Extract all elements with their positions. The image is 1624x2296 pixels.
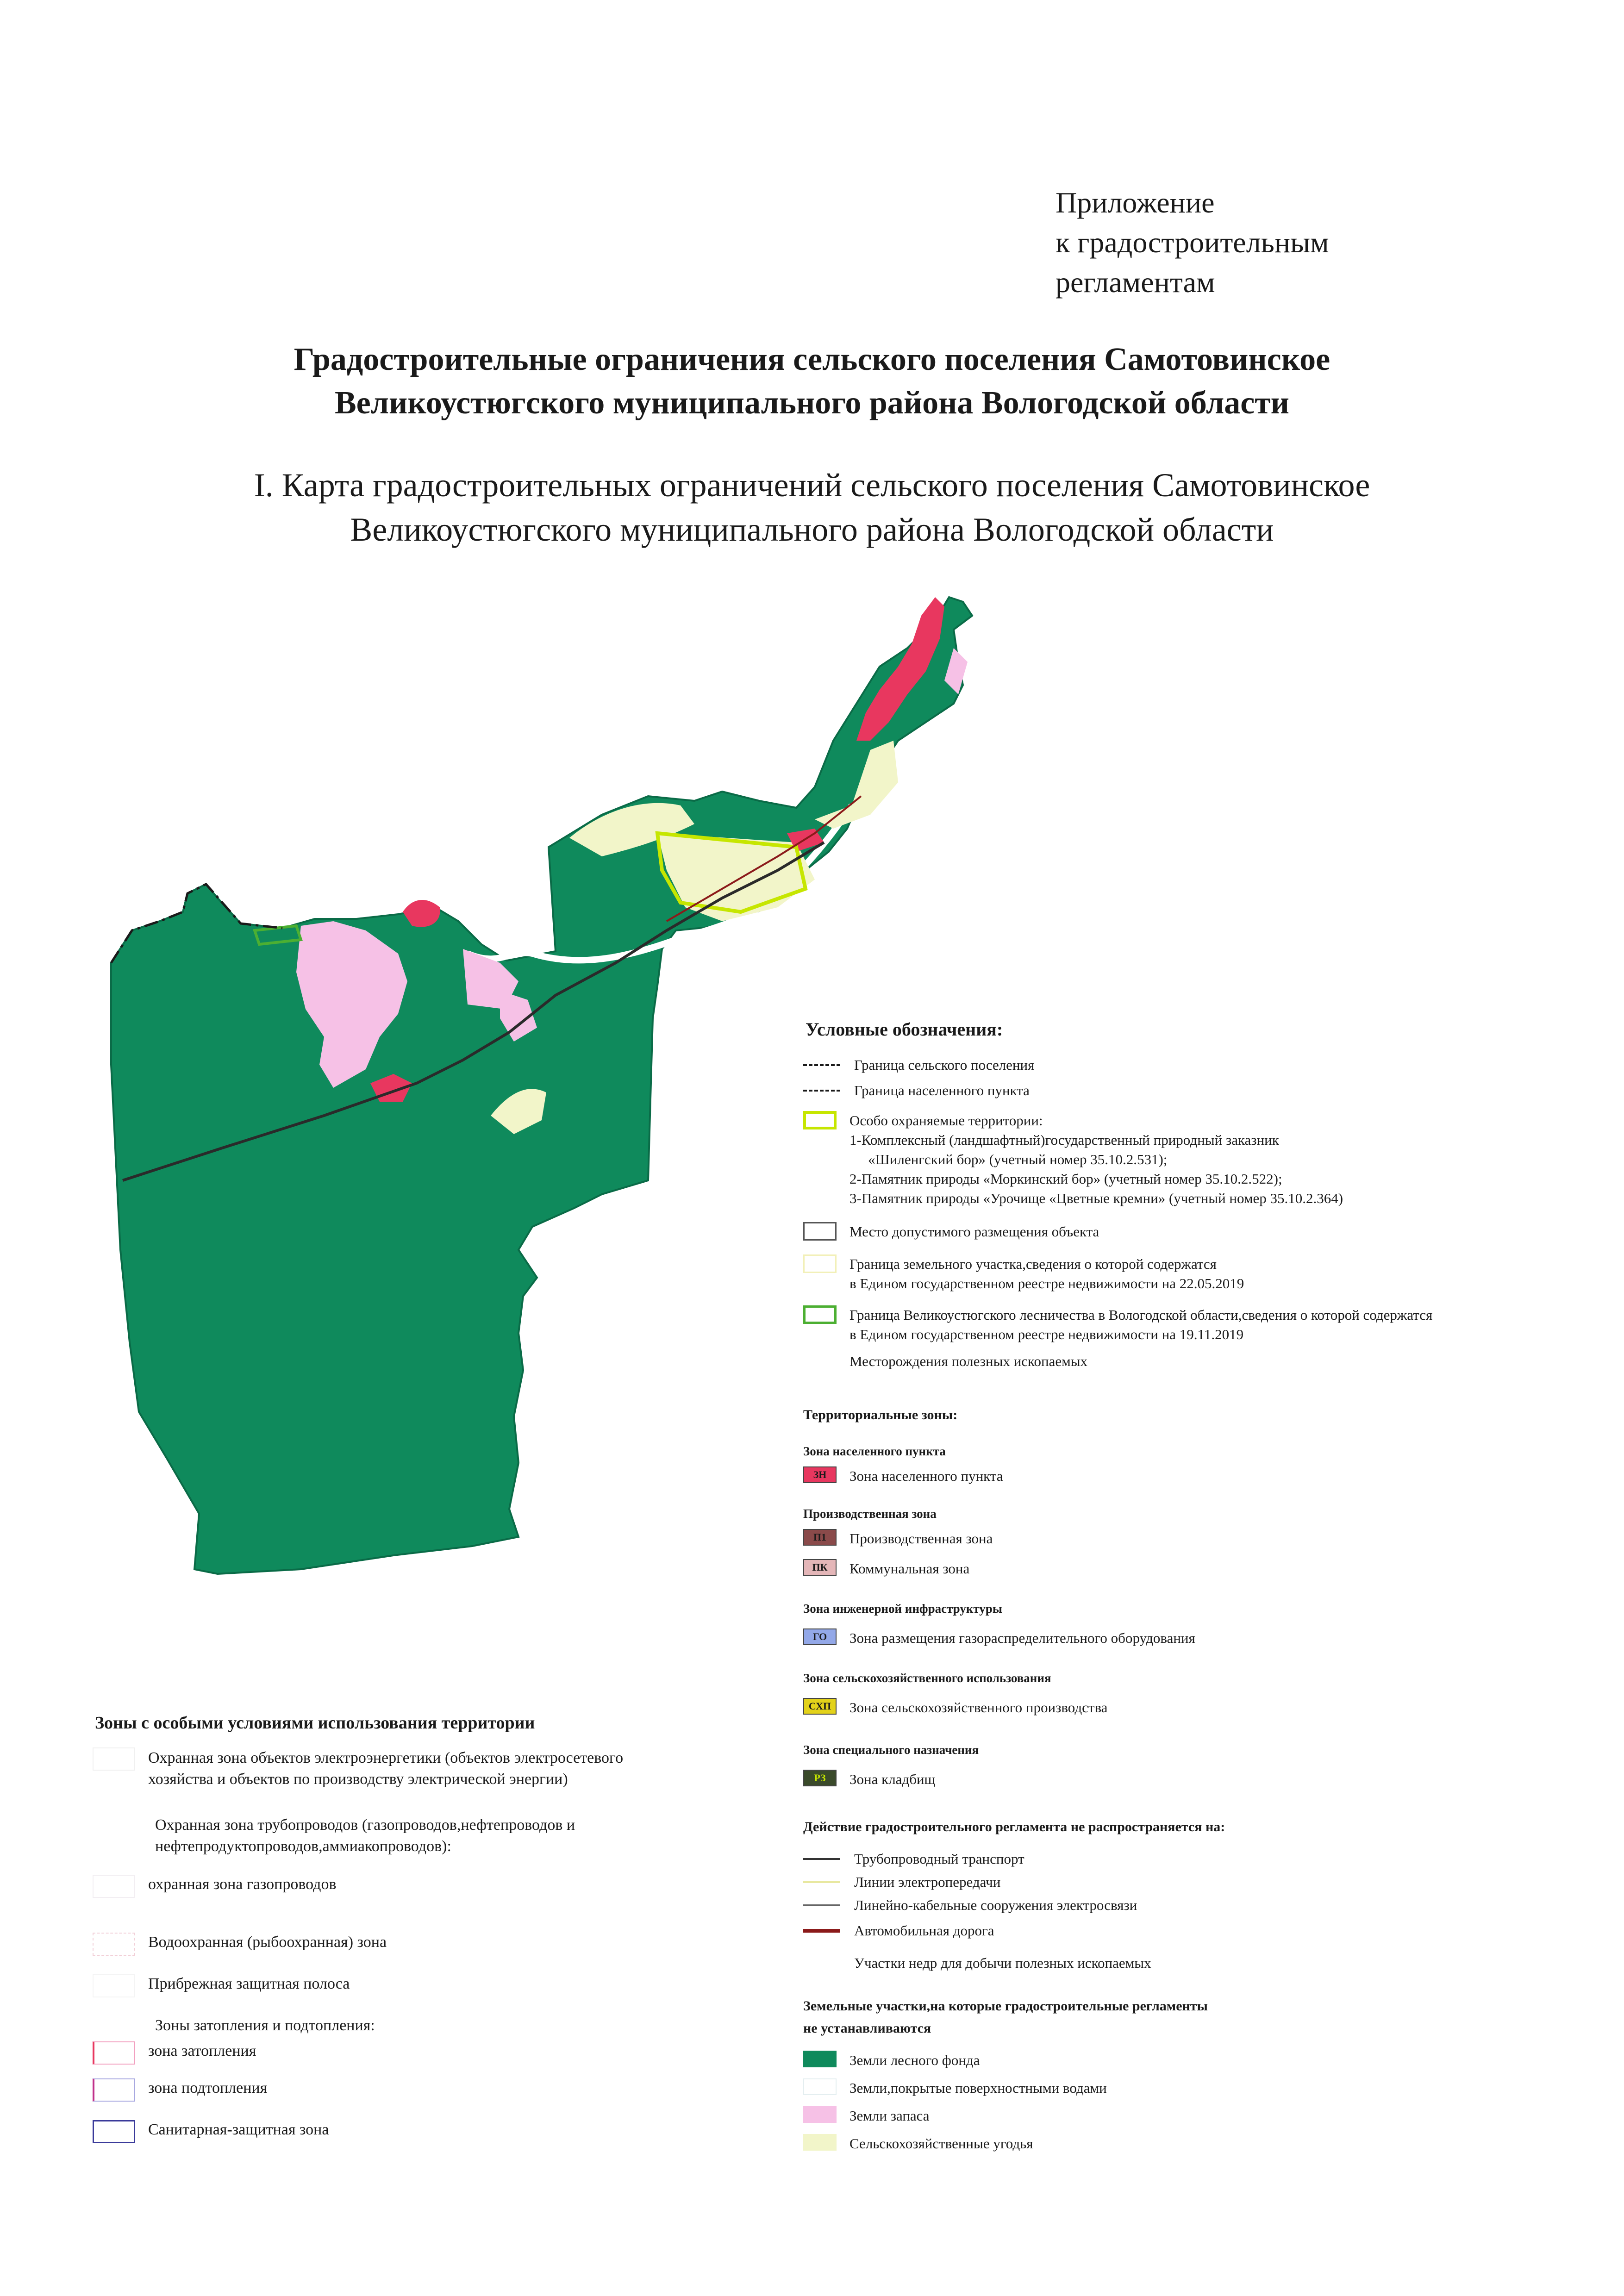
land-plot-swatch bbox=[803, 1254, 837, 1273]
legend-label: Место допустимого размещения объекта bbox=[849, 1223, 1099, 1240]
legend-line: Граница земельного участка,сведения о которой содержатся bbox=[849, 1256, 1217, 1272]
zone-code-swatch: ЗН bbox=[803, 1466, 837, 1483]
legend-item-water-protection bbox=[93, 1933, 387, 1956]
zone-item-cemetery bbox=[803, 1770, 935, 1789]
legend-title: Условные обозначения: bbox=[806, 1019, 1003, 1040]
map-subtitle bbox=[0, 463, 1624, 552]
legend-line: хозяйства и объектов по производству электрической энергии) bbox=[148, 1771, 568, 1788]
legend-line: в Едином государственном реестре недвижимости на 19.11.2019 bbox=[849, 1326, 1244, 1342]
water-protection-swatch bbox=[93, 1933, 135, 1956]
legend-line: нефтепродуктопроводов,аммиакопроводов): bbox=[155, 1838, 451, 1855]
zone-item-communal bbox=[803, 1559, 969, 1578]
title-line: Великоустюгского муниципального района Вологодской области bbox=[334, 385, 1290, 421]
legend-label: Линейно-кабельные сооружения электросвязи bbox=[854, 1897, 1137, 1913]
document-title bbox=[0, 338, 1624, 425]
legend-item-forestry bbox=[803, 1305, 1432, 1344]
appendix-line: к градостроительным bbox=[1056, 226, 1329, 259]
legend-label: Зона размещения газораспределительного оборудования bbox=[849, 1630, 1195, 1646]
zone-code-swatch: СХП bbox=[803, 1698, 837, 1715]
subtitle-line: Великоустюгского муниципального района Вологодской области bbox=[350, 511, 1274, 548]
zone-group-title: Зона специального назначения bbox=[803, 1743, 979, 1757]
legend-line: 3-Памятник природы «Урочище «Цветные кремни» (учетный номер 35.10.2.364) bbox=[849, 1190, 1343, 1206]
legend-item-underflooding bbox=[93, 2078, 267, 2102]
zone-group-title: Производственная зона bbox=[803, 1507, 937, 1521]
reserve-swatch bbox=[803, 2106, 837, 2123]
zone-code-swatch: РЗ bbox=[803, 1770, 837, 1786]
line-symbol bbox=[803, 1953, 840, 1973]
dash-dot-line-symbol bbox=[803, 1081, 840, 1100]
underflooding-swatch bbox=[93, 2078, 135, 2102]
territorial-zones-title: Территориальные зоны: bbox=[803, 1407, 958, 1423]
legend-label: Зона кладбищ bbox=[849, 1771, 936, 1787]
line-symbol bbox=[803, 1872, 840, 1892]
legend-item-pipeline bbox=[803, 1849, 1024, 1869]
legend-label: Коммунальная зона bbox=[849, 1560, 970, 1577]
forestry-swatch bbox=[803, 1305, 837, 1324]
legend-item-road bbox=[803, 1921, 994, 1940]
legend-line: 2-Памятник природы «Моркинский бор» (учетный номер 35.10.2.522); bbox=[849, 1171, 1282, 1187]
appendix-line: Приложение bbox=[1056, 186, 1215, 219]
legend-item-water-lands bbox=[803, 2078, 1107, 2098]
legend-item-forest-fund bbox=[803, 2051, 980, 2070]
legend-item-gas-zone bbox=[93, 1875, 337, 1898]
legend-line: «Шиленгский бор» (учетный номер 35.10.2.531); bbox=[868, 1151, 1168, 1167]
zone-item-agricultural bbox=[803, 1698, 1107, 1717]
legend-line: Охранная зона объектов электроэнергетики (объектов электросетевого bbox=[148, 1749, 624, 1766]
legend-label: Граница населенного пункта bbox=[854, 1082, 1030, 1098]
legend-item-flooding bbox=[93, 2041, 256, 2065]
legend-label: охранная зона газопроводов bbox=[148, 1876, 337, 1893]
zone-group-title: Зона населенного пункта bbox=[803, 1444, 946, 1458]
legend-label: зона затопления bbox=[148, 2042, 256, 2059]
line-symbol bbox=[803, 1921, 840, 1940]
legend-label: Земли лесного фонда bbox=[849, 2052, 980, 2068]
legend-line: 1-Комплексный (ландшафтный)государственный природный заказник bbox=[849, 1132, 1279, 1148]
legend-item-protected-areas bbox=[803, 1111, 1343, 1208]
zone-code-swatch: ГО bbox=[803, 1628, 837, 1645]
zone-group-title: Зона сельскохозяйственного использования bbox=[803, 1671, 1051, 1685]
legend-line: Граница Великоустюгского лесничества в Вологодской области,сведения о которой содержатся bbox=[849, 1307, 1433, 1323]
legend-item-coastal bbox=[93, 1974, 350, 1997]
legend-line: в Едином государственном реестре недвижимости на 22.05.2019 bbox=[849, 1275, 1244, 1292]
legend-label: Автомобильная дорога bbox=[854, 1922, 994, 1939]
legend-label: Земли,покрытые поверхностными водами bbox=[849, 2080, 1107, 2096]
legend-item-sanitary bbox=[93, 2120, 329, 2143]
legend-label: Прибрежная защитная полоса bbox=[148, 1975, 350, 1992]
legend-label: Линии электропередачи bbox=[854, 1874, 1001, 1890]
water-swatch bbox=[803, 2078, 837, 2095]
zone-code-swatch: П1 bbox=[803, 1529, 837, 1546]
sanitary-swatch bbox=[93, 2120, 135, 2143]
legend-label: Санитарная-защитная зона bbox=[148, 2121, 329, 2138]
legend-item-cable-lines bbox=[803, 1896, 1137, 1915]
legend-label: Граница сельского поселения bbox=[854, 1057, 1035, 1073]
special-zones-title: Зоны с особыми условиями использования территории bbox=[95, 1713, 535, 1733]
legend-label: Зона населенного пункта bbox=[849, 1468, 1003, 1484]
legend-item-pipelines bbox=[155, 1815, 575, 1857]
forest-swatch bbox=[803, 2051, 837, 2067]
flood-zones-title: Зоны затопления и подтопления: bbox=[155, 2017, 375, 2034]
legend-item-power-lines bbox=[803, 1872, 1000, 1892]
legend-label: Водоохранная (рыбоохранная) зона bbox=[148, 1934, 387, 1951]
legend-line: Охранная зона трубопроводов (газопроводов,нефтепроводов и bbox=[155, 1816, 575, 1834]
zone-item-settlement bbox=[803, 1466, 1003, 1486]
legend-label: Участки недр для добычи полезных ископаемых bbox=[854, 1955, 1151, 1971]
placement-swatch bbox=[803, 1222, 837, 1241]
protected-area-swatch bbox=[803, 1111, 837, 1129]
appendix-line: регламентам bbox=[1056, 266, 1215, 299]
appendix-label bbox=[1056, 183, 1329, 302]
zone-code-swatch: ПК bbox=[803, 1559, 837, 1576]
legend-label: Сельскохозяйственные угодья bbox=[849, 2135, 1033, 2152]
legend-item-subsoil bbox=[803, 1953, 1151, 1973]
legend-label: Земли запаса bbox=[849, 2108, 930, 2124]
no-regulation-title bbox=[803, 1995, 1208, 2040]
zone-item-production bbox=[803, 1529, 993, 1548]
legend-label: зона подтопления bbox=[148, 2079, 268, 2096]
agricultural-swatch bbox=[803, 2134, 837, 2151]
zone-item-gas bbox=[803, 1628, 1195, 1648]
dash-dot-line-symbol bbox=[803, 1055, 840, 1075]
line-symbol bbox=[803, 1849, 840, 1869]
subtitle-line: I. Карта градостроительных ограничений сельского поселения Самотовинское bbox=[254, 467, 1370, 504]
legend-label: Зона сельскохозяйственного производства bbox=[849, 1699, 1108, 1716]
legend-item-power-zone bbox=[93, 1747, 623, 1790]
gas-zone-swatch bbox=[93, 1875, 135, 1898]
line-symbol bbox=[803, 1896, 840, 1915]
legend-line: Земельные участки,на которые градостроительные регламенты bbox=[803, 1998, 1208, 2014]
legend-item-settlement-boundary bbox=[803, 1055, 1034, 1075]
legend-label: Особо охраняемые территории: bbox=[849, 1112, 1043, 1129]
legend-deposits: Месторождения полезных ископаемых bbox=[849, 1353, 1088, 1369]
legend-line: не устанавливаются bbox=[803, 2021, 931, 2036]
legend-item-land-plot bbox=[803, 1254, 1244, 1293]
legend-item-locality-boundary bbox=[803, 1081, 1030, 1100]
legend-label: Производственная зона bbox=[849, 1530, 993, 1547]
flooding-swatch bbox=[93, 2041, 135, 2065]
legend-label: Трубопроводный транспорт bbox=[854, 1851, 1024, 1867]
legend-item-placement bbox=[803, 1222, 1099, 1242]
power-zone-swatch bbox=[93, 1747, 135, 1771]
title-line: Градостроительные ограничения сельского поселения Самотовинское bbox=[294, 342, 1330, 377]
legend-item-agricultural-lands bbox=[803, 2134, 1033, 2153]
not-applied-title: Действие градостроительного регламента не распространяется на: bbox=[803, 1819, 1225, 1834]
zone-group-title: Зона инженерной инфраструктуры bbox=[803, 1602, 1002, 1616]
coastal-swatch bbox=[93, 1974, 135, 1997]
legend-item-reserve-lands bbox=[803, 2106, 930, 2126]
